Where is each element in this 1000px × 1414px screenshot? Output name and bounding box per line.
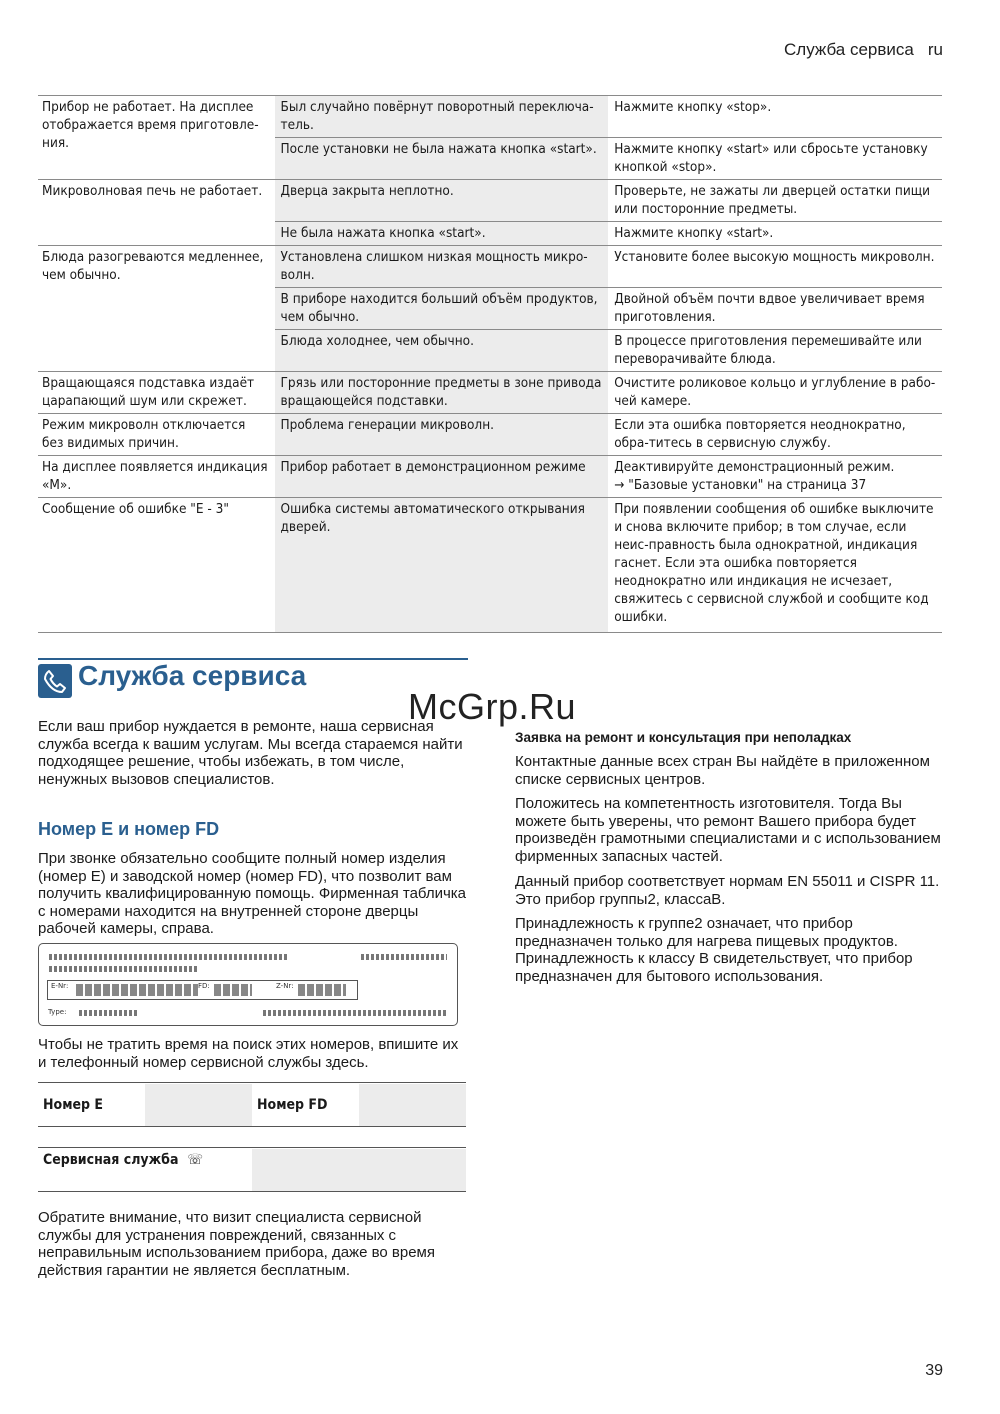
- table-row: [38, 414, 942, 456]
- service-label-text: Сервисная служба: [43, 1152, 179, 1168]
- plate-dots: [49, 966, 199, 972]
- remedy-cell: При появлении сообщения об ошибке выключите и снова включите прибор; в том случае, если неис-правность была однократной, индикация гаснет. Если эта ошибка повторяется неоднократно или индикация не исчезает, свяжитесь с сервисной службой и сообщите код ошибки.: [608, 498, 942, 633]
- remedy-cell: Нажмите кнопку «start» или сбросьте установку кнопкой «stop».: [608, 138, 942, 180]
- repair-request-title: Заявка на ремонт и консультация при неполадках: [515, 730, 852, 745]
- fault-cell: Режим микроволн отключается без видимых причин.: [38, 414, 275, 456]
- fault-cell: Прибор не работает. На дисплее отображается время приготовле-ния.: [38, 96, 275, 180]
- service-phone-field[interactable]: [252, 1149, 466, 1191]
- cause-cell: В приборе находится больший объём продуктов, чем обычно.: [275, 288, 609, 330]
- cause-cell: Грязь или посторонние предметы в зоне привода вращающейся подставки.: [275, 372, 609, 414]
- fault-cell: Сообщение об ошибке "E - 3": [38, 498, 275, 633]
- right-paragraph-4: Принадлежность к группе2 означает, что прибор предназначен только для нагрева пищевых продуктов. Принадлежность к классу B свидетельствует, что прибор предназначен для бытового использования.: [515, 915, 913, 985]
- plate-blocks: [76, 984, 198, 996]
- fill-table-rule: [38, 1126, 466, 1127]
- remedy-cell: Нажмите кнопку «start».: [608, 222, 942, 246]
- header-title: Служба сервиса: [784, 40, 914, 59]
- remedy-cell: Двойной объём почти вдвое увеличивает время приготовления.: [608, 288, 942, 330]
- remedy-cell: Деактивируйте демонстрационный режим. → "Базовые установки" на страница 37: [608, 456, 942, 498]
- plate-fd-label: FD:: [198, 982, 210, 990]
- table-row: [38, 498, 942, 633]
- fill-table-rule: [38, 1147, 466, 1148]
- watermark: McGrp.Ru: [408, 686, 577, 727]
- plate-dots: [361, 954, 447, 960]
- remedy-cell: Очистите роликовое кольцо и углубление в рабо-чей камере.: [608, 372, 942, 414]
- table-row: [38, 372, 942, 414]
- table-row: [38, 246, 942, 288]
- phone-service-icon: [38, 664, 72, 698]
- service-label: [38, 1149, 203, 1191]
- fault-cell: Блюда разогреваются медленнее, чем обычно.: [38, 246, 275, 372]
- table-row: [38, 180, 942, 222]
- plate-blocks: [298, 984, 346, 996]
- write-paragraph: Чтобы не тратить время на поиск этих номеров, впишите их и телефонный номер сервисной службы здесь.: [38, 1036, 459, 1071]
- right-paragraph-2: Положитесь на компетентность изготовителя. Тогда Вы можете быть уверены, что ремонт Вашего прибора будет произведён грамотными специалистами и с использованием фирменных запасных частей.: [515, 795, 941, 865]
- fill-table-rule: [38, 1191, 466, 1192]
- troubleshooting-table: [38, 95, 942, 633]
- e-number-field[interactable]: [145, 1084, 252, 1126]
- e-number-label: Номер E: [43, 1097, 104, 1113]
- call-paragraph: При звонке обязательно сообщите полный номер изделия (номер E) и заводской номер (номер FD), что позволит вам получить квалифицированную помощь. Фирменная табличка с номерами находится на внутренней стороне дверцы рабочей камеры, справа.: [38, 850, 467, 937]
- cause-cell: Прибор работает в демонстрационном режиме: [275, 456, 609, 498]
- fill-row-service: [38, 1149, 466, 1191]
- table-row: [38, 456, 942, 498]
- table-row: [38, 96, 942, 138]
- cause-cell: Установлена слишком низкая мощность микро-волн.: [275, 246, 609, 288]
- plate-znr-label: Z-Nr:: [276, 982, 294, 990]
- intro-paragraph: Если ваш прибор нуждается в ремонте, наша сервисная служба всегда к вашим услугам. Мы всегда стараемся найти подходящее решение, чтобы избежать, в том числе, ненужных вызовов специалистов.: [38, 718, 463, 788]
- note-paragraph: Обратите внимание, что визит специалиста сервисной службы для устранения повреждений, связанных с неправильным использованием прибора, даже во время действия гарантии не является бесплатным.: [38, 1209, 435, 1279]
- plate-dots: [263, 1010, 447, 1016]
- cause-cell: Блюда холоднее, чем обычно.: [275, 330, 609, 372]
- cause-cell: Дверца закрыта неплотно.: [275, 180, 609, 222]
- plate-type-label: Type:: [48, 1008, 67, 1016]
- cause-cell: После установки не была нажата кнопка «start».: [275, 138, 609, 180]
- page-header: [784, 40, 943, 60]
- cause-cell: Ошибка системы автоматического открывания дверей.: [275, 498, 609, 633]
- header-lang: ru: [927, 40, 943, 59]
- cause-cell: Не была нажата кнопка «start».: [275, 222, 609, 246]
- subsection-title: Номер E и номер FD: [38, 819, 220, 839]
- plate-dots: [79, 1010, 137, 1016]
- fault-cell: Вращающаяся подставка издаёт царапающий шум или скрежет.: [38, 372, 275, 414]
- telephone-icon: ☏: [187, 1152, 203, 1168]
- fill-table-rule: [38, 1082, 466, 1083]
- rating-plate-illustration: [38, 943, 458, 1026]
- remedy-cell: Если эта ошибка повторяется неоднократно, обра-титесь в сервисную службу.: [608, 414, 942, 456]
- right-paragraph-1: Контактные данные всех стран Вы найдёте в приложенном списке сервисных центров.: [515, 753, 930, 788]
- plate-blocks: [214, 984, 252, 996]
- right-paragraph-3: Данный прибор соответствует нормам EN 55011 и CISPR 11. Это прибор группы2, классаB.: [515, 873, 940, 908]
- fault-cell: Микроволновая печь не работает.: [38, 180, 275, 246]
- cause-cell: Проблема генерации микроволн.: [275, 414, 609, 456]
- section-title: Служба сервиса: [78, 660, 307, 691]
- fill-row-numbers: [38, 1084, 466, 1126]
- remedy-cell: Проверьте, не зажаты ли дверцей остатки пищи или посторонние предметы.: [608, 180, 942, 222]
- fault-cell: На дисплее появляется индикация «M».: [38, 456, 275, 498]
- fd-number-field[interactable]: [359, 1084, 466, 1126]
- page-number: 39: [925, 1362, 943, 1379]
- cause-cell: Был случайно повёрнут поворотный переключа-тель.: [275, 96, 609, 138]
- plate-number-box: [47, 980, 358, 1000]
- remedy-cell: Установите более высокую мощность микроволн.: [608, 246, 942, 288]
- plate-dots: [49, 954, 289, 960]
- plate-enr-label: E-Nr:: [51, 982, 69, 990]
- remedy-cell: Нажмите кнопку «stop».: [608, 96, 942, 138]
- remedy-cell: В процессе приготовления перемешивайте или переворачивайте блюда.: [608, 330, 942, 372]
- fd-number-label: Номер FD: [257, 1097, 328, 1113]
